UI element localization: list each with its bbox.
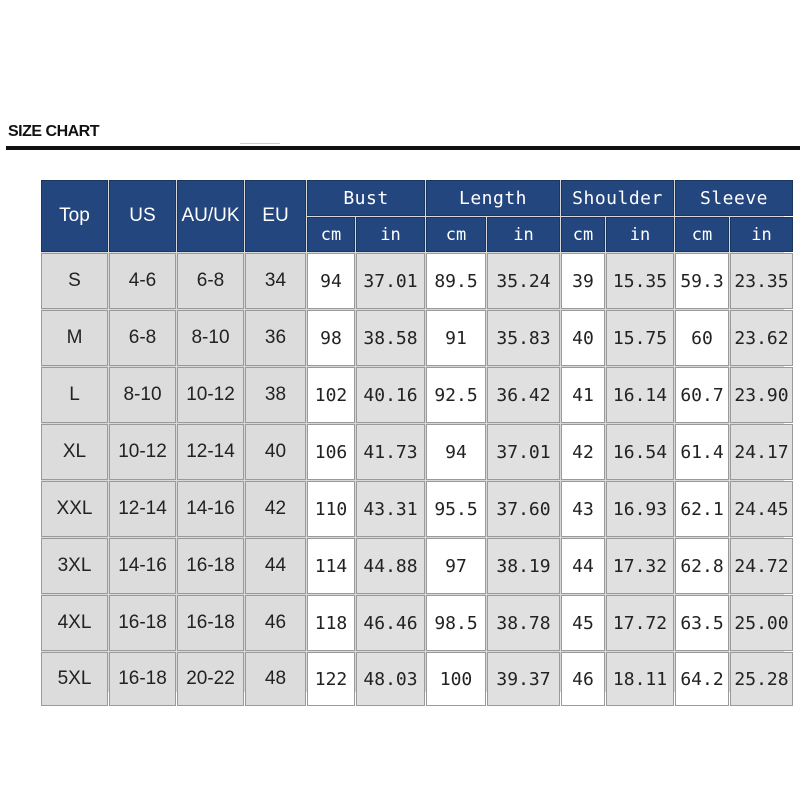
cell-auuk: 16-18 xyxy=(177,538,244,594)
cell-size: M xyxy=(41,310,108,366)
cell-size: XXL xyxy=(41,481,108,537)
cell-bust-in: 41.73 xyxy=(356,424,425,480)
cell-length-in: 35.24 xyxy=(487,253,560,309)
unit-length-cm: cm xyxy=(426,217,486,252)
cell-bust-cm: 106 xyxy=(307,424,355,480)
cell-shoulder-in: 17.72 xyxy=(606,595,674,651)
cell-size: 5XL xyxy=(41,652,108,706)
cell-sleeve-cm: 62.1 xyxy=(675,481,729,537)
cell-sleeve-cm: 62.8 xyxy=(675,538,729,594)
cell-eu: 42 xyxy=(245,481,306,537)
header-length: Length xyxy=(426,180,560,216)
cell-bust-in: 43.31 xyxy=(356,481,425,537)
cell-shoulder-in: 16.54 xyxy=(606,424,674,480)
header-sleeve: Sleeve xyxy=(675,180,793,216)
cell-us: 14-16 xyxy=(109,538,176,594)
header-top: Top xyxy=(41,180,108,252)
cell-sleeve-in: 23.62 xyxy=(730,310,793,366)
cell-sleeve-cm: 63.5 xyxy=(675,595,729,651)
cell-eu: 38 xyxy=(245,367,306,423)
cell-length-cm: 97 xyxy=(426,538,486,594)
cell-sleeve-in: 25.00 xyxy=(730,595,793,651)
cell-bust-in: 46.46 xyxy=(356,595,425,651)
cell-us: 10-12 xyxy=(109,424,176,480)
cell-us: 16-18 xyxy=(109,652,176,706)
cell-bust-in: 40.16 xyxy=(356,367,425,423)
cell-length-in: 39.37 xyxy=(487,652,560,706)
cell-us: 16-18 xyxy=(109,595,176,651)
cell-length-in: 38.19 xyxy=(487,538,560,594)
cell-sleeve-in: 24.45 xyxy=(730,481,793,537)
cell-auuk: 10-12 xyxy=(177,367,244,423)
cell-size: L xyxy=(41,367,108,423)
cell-us: 4-6 xyxy=(109,253,176,309)
cell-sleeve-cm: 64.2 xyxy=(675,652,729,706)
cell-auuk: 14-16 xyxy=(177,481,244,537)
cell-length-in: 36.42 xyxy=(487,367,560,423)
cell-sleeve-in: 24.72 xyxy=(730,538,793,594)
cell-eu: 46 xyxy=(245,595,306,651)
cell-length-in: 38.78 xyxy=(487,595,560,651)
cell-shoulder-in: 16.93 xyxy=(606,481,674,537)
cell-shoulder-cm: 39 xyxy=(561,253,605,309)
cell-shoulder-cm: 46 xyxy=(561,652,605,706)
cell-length-cm: 95.5 xyxy=(426,481,486,537)
unit-bust-cm: cm xyxy=(307,217,355,252)
cell-shoulder-in: 17.32 xyxy=(606,538,674,594)
header-shoulder: Shoulder xyxy=(561,180,674,216)
cell-auuk: 20-22 xyxy=(177,652,244,706)
cell-bust-cm: 110 xyxy=(307,481,355,537)
cell-shoulder-cm: 41 xyxy=(561,367,605,423)
cell-eu: 36 xyxy=(245,310,306,366)
cell-bust-in: 44.88 xyxy=(356,538,425,594)
cell-length-cm: 98.5 xyxy=(426,595,486,651)
cell-sleeve-in: 24.17 xyxy=(730,424,793,480)
cell-us: 6-8 xyxy=(109,310,176,366)
divider-accent xyxy=(240,143,280,144)
cell-sleeve-cm: 61.4 xyxy=(675,424,729,480)
cell-length-in: 37.60 xyxy=(487,481,560,537)
cell-sleeve-in: 23.35 xyxy=(730,253,793,309)
header-us: US xyxy=(109,180,176,252)
unit-shoulder-cm: cm xyxy=(561,217,605,252)
header-auuk: AU/UK xyxy=(177,180,244,252)
cell-us: 12-14 xyxy=(109,481,176,537)
cell-length-cm: 89.5 xyxy=(426,253,486,309)
cell-shoulder-in: 15.75 xyxy=(606,310,674,366)
cell-eu: 34 xyxy=(245,253,306,309)
cell-shoulder-in: 15.35 xyxy=(606,253,674,309)
cell-bust-cm: 94 xyxy=(307,253,355,309)
size-chart-table xyxy=(41,180,789,692)
header-bust: Bust xyxy=(307,180,425,216)
cell-sleeve-cm: 60 xyxy=(675,310,729,366)
cell-shoulder-in: 18.11 xyxy=(606,652,674,706)
cell-eu: 48 xyxy=(245,652,306,706)
cell-bust-in: 48.03 xyxy=(356,652,425,706)
unit-length-in: in xyxy=(487,217,560,252)
cell-length-cm: 91 xyxy=(426,310,486,366)
unit-bust-in: in xyxy=(356,217,425,252)
cell-length-cm: 100 xyxy=(426,652,486,706)
cell-size: 3XL xyxy=(41,538,108,594)
cell-bust-cm: 102 xyxy=(307,367,355,423)
cell-bust-in: 38.58 xyxy=(356,310,425,366)
cell-length-cm: 94 xyxy=(426,424,486,480)
cell-shoulder-cm: 40 xyxy=(561,310,605,366)
unit-sleeve-cm: cm xyxy=(675,217,729,252)
cell-eu: 40 xyxy=(245,424,306,480)
title-divider xyxy=(6,146,800,150)
cell-size: XL xyxy=(41,424,108,480)
cell-bust-cm: 98 xyxy=(307,310,355,366)
unit-sleeve-in: in xyxy=(730,217,793,252)
cell-bust-cm: 118 xyxy=(307,595,355,651)
cell-sleeve-cm: 60.7 xyxy=(675,367,729,423)
cell-bust-in: 37.01 xyxy=(356,253,425,309)
cell-bust-cm: 122 xyxy=(307,652,355,706)
cell-size: S xyxy=(41,253,108,309)
cell-shoulder-in: 16.14 xyxy=(606,367,674,423)
cell-auuk: 8-10 xyxy=(177,310,244,366)
page-title: SIZE CHART xyxy=(8,123,99,140)
cell-length-in: 37.01 xyxy=(487,424,560,480)
cell-sleeve-cm: 59.3 xyxy=(675,253,729,309)
cell-shoulder-cm: 42 xyxy=(561,424,605,480)
cell-bust-cm: 114 xyxy=(307,538,355,594)
cell-auuk: 16-18 xyxy=(177,595,244,651)
cell-auuk: 6-8 xyxy=(177,253,244,309)
cell-sleeve-in: 25.28 xyxy=(730,652,793,706)
cell-length-in: 35.83 xyxy=(487,310,560,366)
cell-us: 8-10 xyxy=(109,367,176,423)
unit-shoulder-in: in xyxy=(606,217,674,252)
header-eu: EU xyxy=(245,180,306,252)
cell-eu: 44 xyxy=(245,538,306,594)
cell-shoulder-cm: 45 xyxy=(561,595,605,651)
cell-shoulder-cm: 43 xyxy=(561,481,605,537)
cell-length-cm: 92.5 xyxy=(426,367,486,423)
cell-auuk: 12-14 xyxy=(177,424,244,480)
cell-size: 4XL xyxy=(41,595,108,651)
cell-shoulder-cm: 44 xyxy=(561,538,605,594)
cell-sleeve-in: 23.90 xyxy=(730,367,793,423)
